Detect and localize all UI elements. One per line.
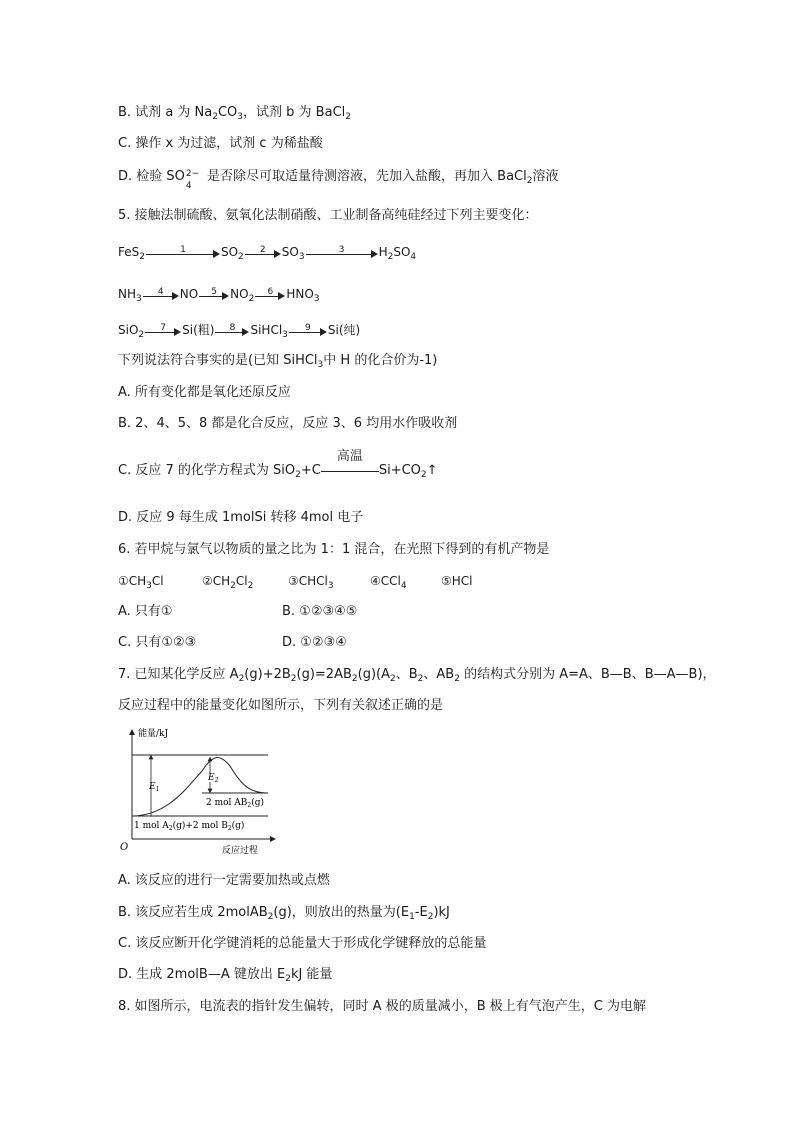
q5-intro: 下列说法符合事实的是(已知 SiHCl$_3$中 H 的化合价为-1) [118, 353, 438, 370]
product-4: ④CCl$_4$ [370, 574, 407, 591]
arrow-icon: 5 [199, 284, 229, 304]
diagram-x-label: 反应过程 [222, 846, 259, 856]
product-1: $①CH_3Cl$ [118, 574, 164, 591]
q5-reaction-chain-2: $NH_3$ 4 NO 5 $NO_2$ 6 $HNO_3$ [118, 284, 320, 304]
q8-stem: 8. 如图所示，电流表的指针发生偏转，同时 A 极的质量减小，B 极上有气泡产生，C 为电解 [118, 999, 646, 1014]
product-3: ③CHCl$_3$ [288, 574, 334, 591]
q6-option-c: C. 只有①②③ [118, 635, 197, 650]
q5-option-a: A. 所有变化都是氧化还原反应 [118, 385, 291, 400]
diagram-origin: O [120, 842, 129, 853]
arrow-icon: 4 [143, 284, 179, 304]
q6-stem: 6. 若甲烷与氯气以物质的量之比为 1：1 混合，在光照下得到的有机产物是 [118, 542, 550, 557]
q5-reaction-chain-1: FeS$_2$ 1 $SO_2$ 2 $SO_3$ 3 $H_2SO_4$ [118, 242, 416, 262]
q7-stem-line-2: 反应过程中的能量变化如图所示，下列有关叙述正确的是 [118, 698, 444, 713]
q4-option-c: C. 操作 x 为过滤，试剂 c 为稀盐酸 [118, 136, 323, 151]
q5-stem: 5. 接触法制硫酸、氨氧化法制硝酸、工业制备高纯硅经过下列主要变化： [118, 208, 538, 223]
q4-option-b: B. 试剂 a 为 $Na_2CO_3$，试剂 b 为 BaCl$_2$ [118, 105, 351, 122]
diagram-reactant-label: 1 mol $A_2(g)+2$ mol $B_2(g)$ [134, 821, 245, 832]
q7-option-b: B. 该反应若生成 2molAB$_2$(g)，则放出的热量为$(E_1-E_2)kJ$ [118, 905, 450, 922]
q5-option-b: B. 2、4、5、8 都是化合反应，反应 3、6 均用水作吸收剂 [118, 416, 458, 431]
q5-option-c: C. 反应 7 的化学方程式为 SiO$_2$+C 高温 $Si+CO_2↑$ [118, 449, 438, 480]
q7-stem-line-1: 7. 已知某化学反应 $A_2(g)+2B_2(g)=2AB_2(g)(A_2$、$B_2$、$AB_2$ 的结构式分别为 A=A、B—B、B—A—B)， [118, 667, 716, 684]
q5-option-d: D. 反应 9 每生成 1molSi 转移 4mol 电子 [118, 510, 364, 525]
q7-option-d: D. 生成 2molB—A 键放出 $E_2kJ$ 能量 [118, 967, 333, 984]
arrow-icon: 1 [146, 242, 220, 262]
q5-reaction-chain-3: SiO$_2$ 7 Si(粗) 8 SiHCl$_3$ 9 Si(纯) [118, 320, 360, 340]
arrow-icon: 3 [306, 242, 378, 262]
sulfate-charge: 2− 4 [185, 169, 200, 191]
q7-option-c: C. 该反应断开化学键消耗的总能量大于形成化学键释放的总能量 [118, 936, 487, 951]
diagram-y-label: 能量/kJ [138, 729, 169, 739]
diagram-e1-label: $E_1$ [149, 782, 160, 793]
diagram-e2-label: $E_2$ [208, 773, 219, 784]
q6-option-d: D. ①②③④ [282, 635, 347, 650]
arrow-icon: 8 [215, 320, 249, 340]
q4-option-d: D. 检验 SO 2− 4 是否除尽可取适量待测溶液，先加入盐酸，再加入 BaCl$_2$溶液 [118, 169, 559, 191]
arrow-icon: 2 [245, 242, 281, 262]
q6-option-b: B. ①②③④⑤ [282, 604, 358, 619]
product-2: $②CH_2Cl_2$ [202, 574, 254, 591]
product-5: ⑤HCl [441, 574, 473, 588]
diagram-product-label: 2 mol $AB_2(g)$ [206, 798, 265, 809]
arrow-icon: 7 [145, 320, 181, 340]
q7-option-a: A. 该反应的进行一定需要加热或点燃 [118, 873, 330, 888]
arrow-icon: 6 [255, 284, 285, 304]
energy-diagram [118, 726, 278, 860]
q6-options-ab: A. 只有① [118, 604, 173, 619]
arrow-icon: 9 [289, 320, 327, 340]
reaction-condition: 高温 [321, 461, 379, 481]
